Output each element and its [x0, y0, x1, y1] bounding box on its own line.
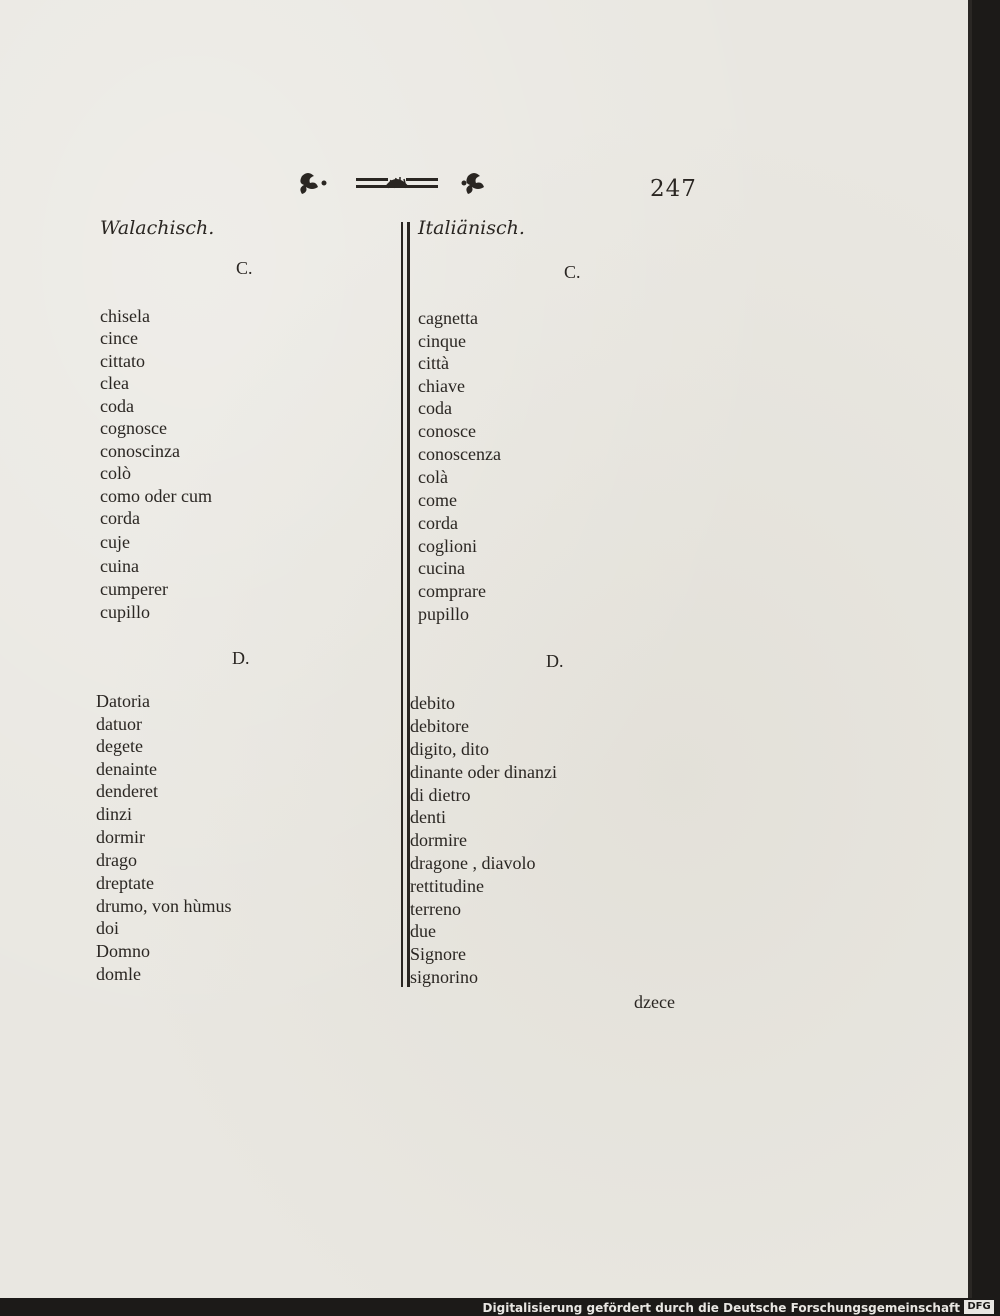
list-item: datuor	[96, 714, 142, 734]
list-item: cince	[100, 328, 138, 348]
section-letter-d-left: D.	[232, 648, 250, 668]
dfg-logo: DFG	[964, 1300, 994, 1314]
list-item: conosce	[418, 421, 476, 441]
column-heading-walachisch: Walachisch.	[100, 217, 215, 239]
list-item: doi	[96, 918, 120, 938]
list-item: due	[410, 921, 436, 941]
list-item: dormir	[96, 827, 145, 847]
list-item: coda	[418, 398, 452, 418]
list-item: cinque	[418, 331, 466, 351]
list-item: conoscenza	[418, 444, 501, 464]
list-item: debitore	[410, 716, 469, 736]
list-item: denainte	[96, 759, 157, 779]
list-item: cagnetta	[418, 308, 478, 328]
list-item: cittato	[100, 351, 145, 371]
list-item: colò	[100, 463, 131, 483]
column-divider-rule	[401, 222, 403, 987]
list-item: Datoria	[96, 691, 150, 711]
page-number: 247	[650, 176, 697, 202]
list-item: Signore	[410, 944, 466, 964]
list-item: colà	[418, 467, 448, 487]
list-item: conoscinza	[100, 441, 180, 461]
list-item: clea	[100, 373, 129, 393]
list-item: coda	[100, 396, 134, 416]
list-item: cumperer	[100, 579, 168, 599]
column-heading-italienisch: Italiänisch.	[418, 217, 525, 239]
list-item: cupillo	[100, 602, 150, 622]
list-item: corda	[418, 513, 458, 533]
list-item: domle	[96, 964, 141, 984]
list-item: drumo, von hùmus	[96, 896, 232, 916]
list-item: città	[418, 353, 449, 373]
section-letter-c-left: C.	[236, 258, 253, 278]
list-item: chiave	[418, 376, 465, 396]
digitization-credit: Digitalisierung gefördert durch die Deutsche Forschungsgemeinschaft	[482, 1301, 960, 1315]
section-letter-d-right: D.	[546, 651, 564, 671]
list-item: drago	[96, 850, 137, 870]
list-item: degete	[96, 736, 143, 756]
list-item: cognosce	[100, 418, 167, 438]
list-item: chisela	[100, 306, 150, 326]
list-item: terreno	[410, 899, 461, 919]
list-item: dormire	[410, 830, 467, 850]
list-item: Domno	[96, 941, 150, 961]
list-item: signorino	[410, 967, 479, 987]
list-item: como oder cum	[100, 486, 212, 506]
list-item: cuina	[100, 556, 139, 576]
list-item: coglioni	[418, 536, 477, 556]
list-item: dreptate	[96, 873, 154, 893]
list-item: cuje	[100, 532, 130, 552]
list-item: di dietro	[410, 785, 471, 805]
list-item: dragone , diavolo	[410, 853, 536, 873]
list-item: denti	[410, 807, 446, 827]
list-item: digito, dito	[410, 739, 490, 759]
list-item: come	[418, 490, 457, 510]
list-item: pupillo	[418, 604, 470, 624]
list-item: dinante oder dinanzi	[410, 762, 557, 782]
list-item: cucina	[418, 558, 465, 578]
list-item: denderet	[96, 781, 158, 801]
section-letter-c-right: C.	[564, 262, 581, 282]
list-item: comprare	[418, 581, 486, 601]
list-item: corda	[100, 508, 140, 528]
list-item: dinzi	[96, 804, 132, 824]
catchword: dzece	[634, 992, 675, 1012]
list-item: rettitudine	[410, 876, 484, 896]
ornament-headpiece-icon	[296, 168, 496, 198]
list-item: debito	[410, 693, 455, 713]
